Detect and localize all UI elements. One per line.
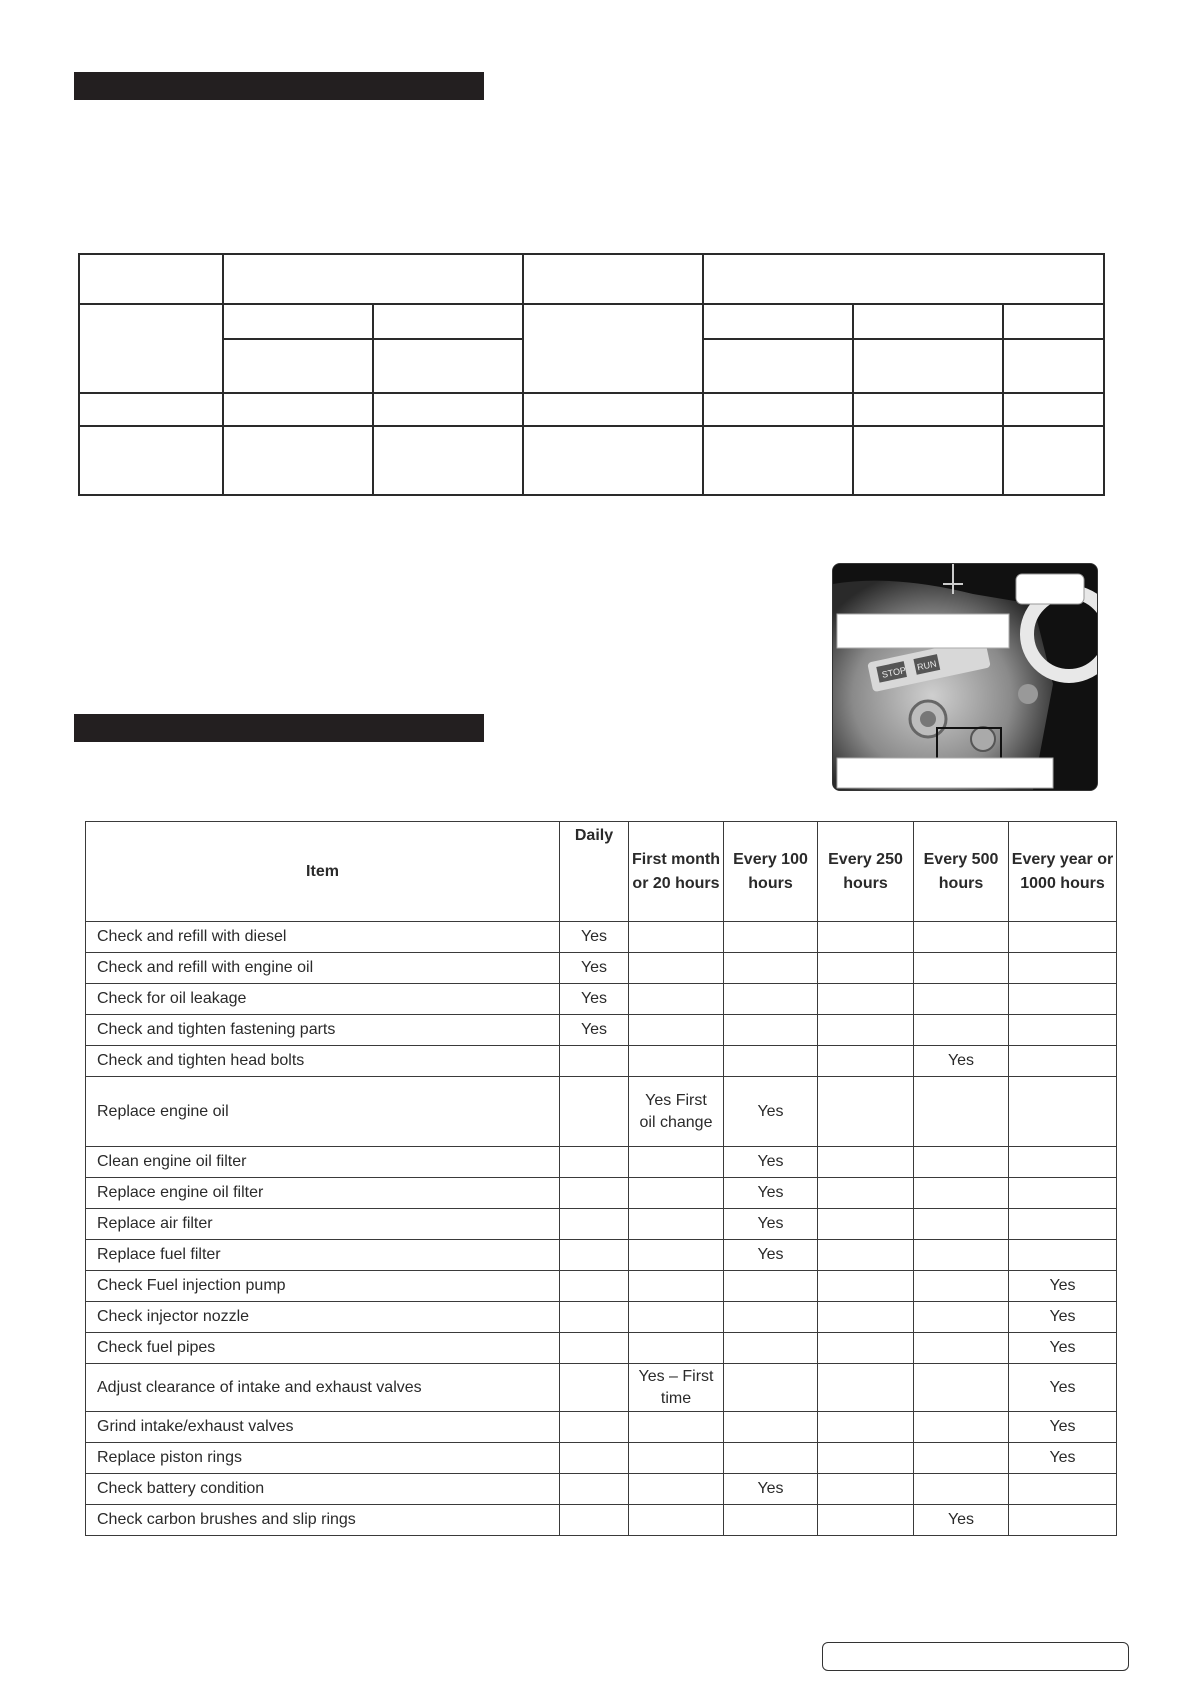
item-cell: Replace engine oil	[86, 1077, 560, 1147]
table-row	[86, 1333, 1117, 1364]
interval-cell-h500	[914, 1302, 1009, 1333]
table-row	[86, 1271, 1117, 1302]
specification-table	[78, 253, 1105, 496]
interval-cell-h500	[914, 984, 1009, 1015]
interval-cell-h250	[818, 1046, 914, 1077]
interval-cell-h500	[914, 1271, 1009, 1302]
interval-cell-h250	[818, 1271, 914, 1302]
interval-cell-daily	[560, 1147, 629, 1178]
interval-cell-h500	[914, 1015, 1009, 1046]
interval-cell-daily	[560, 1046, 629, 1077]
interval-cell-h100	[724, 1412, 818, 1443]
interval-cell-h500	[914, 1474, 1009, 1505]
interval-cell-first	[629, 984, 724, 1015]
table-header-row	[86, 822, 1117, 922]
interval-cell-daily	[560, 1505, 629, 1536]
table-row	[86, 922, 1117, 953]
interval-cell-h250	[818, 1240, 914, 1271]
table-row	[86, 984, 1117, 1015]
interval-cell-h500	[914, 1412, 1009, 1443]
interval-cell-h100	[724, 953, 818, 984]
item-cell: Check battery condition	[86, 1474, 560, 1505]
interval-cell-first	[629, 1302, 724, 1333]
interval-cell-daily	[560, 1412, 629, 1443]
item-cell: Check and refill with diesel	[86, 922, 560, 953]
maintenance-schedule-table	[85, 821, 1117, 1536]
interval-cell-h500	[914, 1209, 1009, 1240]
interval-cell-daily: Yes	[560, 922, 629, 953]
item-cell: Grind intake/exhaust valves	[86, 1412, 560, 1443]
header-every-250-hours: Every 250 hours	[818, 822, 914, 922]
table-row	[86, 1364, 1117, 1412]
interval-cell-year: Yes	[1009, 1302, 1117, 1333]
interval-cell-h100	[724, 1364, 818, 1412]
interval-cell-year	[1009, 953, 1117, 984]
item-cell: Check and tighten fastening parts	[86, 1015, 560, 1046]
interval-cell-h500	[914, 1077, 1009, 1147]
interval-cell-first	[629, 1412, 724, 1443]
table-row	[86, 1412, 1117, 1443]
interval-cell-year	[1009, 1240, 1117, 1271]
interval-cell-year	[1009, 1077, 1117, 1147]
interval-cell-h100	[724, 1015, 818, 1046]
maintenance-rows	[86, 922, 1117, 1536]
interval-cell-first	[629, 1015, 724, 1046]
interval-cell-year: Yes	[1009, 1333, 1117, 1364]
item-cell: Check fuel pipes	[86, 1333, 560, 1364]
interval-cell-h500	[914, 1364, 1009, 1412]
interval-cell-year	[1009, 1474, 1117, 1505]
table-row	[86, 1147, 1117, 1178]
interval-cell-h250	[818, 1412, 914, 1443]
interval-cell-h500	[914, 953, 1009, 984]
interval-cell-first	[629, 1271, 724, 1302]
interval-cell-h250	[818, 984, 914, 1015]
interval-cell-daily: Yes	[560, 984, 629, 1015]
control-panel-photo	[832, 563, 1098, 791]
interval-cell-daily	[560, 1443, 629, 1474]
item-cell: Check Fuel injection pump	[86, 1271, 560, 1302]
table-row	[86, 953, 1117, 984]
item-cell: Replace piston rings	[86, 1443, 560, 1474]
interval-cell-h100	[724, 1271, 818, 1302]
item-cell: Check and refill with engine oil	[86, 953, 560, 984]
interval-cell-daily	[560, 1077, 629, 1147]
interval-cell-year	[1009, 1209, 1117, 1240]
interval-cell-h250	[818, 1015, 914, 1046]
interval-cell-year: Yes	[1009, 1412, 1117, 1443]
header-item: Item	[86, 822, 560, 922]
table-row	[86, 1077, 1117, 1147]
table-row	[86, 1474, 1117, 1505]
interval-cell-h250	[818, 922, 914, 953]
interval-cell-h250	[818, 1147, 914, 1178]
table-row	[86, 1209, 1117, 1240]
interval-cell-h100: Yes	[724, 1147, 818, 1178]
item-cell: Check carbon brushes and slip rings	[86, 1505, 560, 1536]
interval-cell-h100	[724, 1302, 818, 1333]
interval-cell-h500	[914, 1333, 1009, 1364]
interval-cell-h500	[914, 1443, 1009, 1474]
interval-cell-daily	[560, 1364, 629, 1412]
interval-cell-daily	[560, 1333, 629, 1364]
interval-cell-h100: Yes	[724, 1077, 818, 1147]
interval-cell-year	[1009, 1147, 1117, 1178]
interval-cell-h250	[818, 953, 914, 984]
run-label: RUN	[916, 658, 938, 673]
item-cell: Replace fuel filter	[86, 1240, 560, 1271]
interval-cell-first	[629, 1240, 724, 1271]
table-row	[86, 1240, 1117, 1271]
interval-cell-h500	[914, 922, 1009, 953]
item-cell: Adjust clearance of intake and exhaust valves	[86, 1364, 560, 1412]
interval-cell-h250	[818, 1209, 914, 1240]
interval-cell-h100	[724, 1443, 818, 1474]
interval-cell-first	[629, 1505, 724, 1536]
interval-cell-h250	[818, 1443, 914, 1474]
item-cell: Check injector nozzle	[86, 1302, 560, 1333]
table-row	[86, 1443, 1117, 1474]
interval-cell-h250	[818, 1178, 914, 1209]
interval-cell-first	[629, 1178, 724, 1209]
item-cell: Replace air filter	[86, 1209, 560, 1240]
interval-cell-h250	[818, 1474, 914, 1505]
header-every-100-hours: Every 100 hours	[724, 822, 818, 922]
interval-cell-daily	[560, 1302, 629, 1333]
header-first-month: First month or 20 hours	[629, 822, 724, 922]
interval-cell-h100	[724, 1046, 818, 1077]
interval-cell-year: Yes	[1009, 1443, 1117, 1474]
section-heading-bar	[74, 72, 484, 100]
interval-cell-h500: Yes	[914, 1046, 1009, 1077]
section-heading-bar	[74, 714, 484, 742]
interval-cell-daily	[560, 1240, 629, 1271]
interval-cell-first	[629, 1147, 724, 1178]
header-daily: Daily	[560, 822, 629, 922]
interval-cell-first	[629, 1474, 724, 1505]
interval-cell-year	[1009, 922, 1117, 953]
page-number-box	[822, 1642, 1129, 1671]
interval-cell-first: Yes First oil change	[629, 1077, 724, 1147]
interval-cell-h100	[724, 1505, 818, 1536]
interval-cell-h500	[914, 1178, 1009, 1209]
table-row	[86, 1505, 1117, 1536]
interval-cell-year: Yes	[1009, 1271, 1117, 1302]
interval-cell-h250	[818, 1302, 914, 1333]
item-cell: Clean engine oil filter	[86, 1147, 560, 1178]
interval-cell-year	[1009, 984, 1117, 1015]
interval-cell-h100: Yes	[724, 1209, 818, 1240]
stop-label: STOP	[881, 665, 907, 680]
header-every-500-hours: Every 500 hours	[914, 822, 1009, 922]
interval-cell-daily	[560, 1474, 629, 1505]
item-cell: Check and tighten head bolts	[86, 1046, 560, 1077]
interval-cell-first	[629, 1443, 724, 1474]
table-row	[86, 1178, 1117, 1209]
table-row	[86, 1302, 1117, 1333]
item-cell: Check for oil leakage	[86, 984, 560, 1015]
interval-cell-h100: Yes	[724, 1474, 818, 1505]
interval-cell-h500	[914, 1147, 1009, 1178]
header-every-year: Every year or 1000 hours	[1009, 822, 1117, 922]
interval-cell-daily	[560, 1209, 629, 1240]
interval-cell-year	[1009, 1015, 1117, 1046]
interval-cell-h250	[818, 1077, 914, 1147]
interval-cell-first	[629, 953, 724, 984]
interval-cell-h500	[914, 1240, 1009, 1271]
interval-cell-h500: Yes	[914, 1505, 1009, 1536]
interval-cell-first	[629, 922, 724, 953]
interval-cell-h100: Yes	[724, 1178, 818, 1209]
interval-cell-first: Yes – First time	[629, 1364, 724, 1412]
interval-cell-year: Yes	[1009, 1364, 1117, 1412]
interval-cell-first	[629, 1046, 724, 1077]
item-cell: Replace engine oil filter	[86, 1178, 560, 1209]
interval-cell-daily	[560, 1271, 629, 1302]
interval-cell-daily: Yes	[560, 1015, 629, 1046]
interval-cell-h100	[724, 984, 818, 1015]
interval-cell-daily: Yes	[560, 953, 629, 984]
interval-cell-h250	[818, 1505, 914, 1536]
interval-cell-h100: Yes	[724, 1240, 818, 1271]
interval-cell-first	[629, 1333, 724, 1364]
table-row	[86, 1046, 1117, 1077]
interval-cell-h250	[818, 1364, 914, 1412]
interval-cell-h100	[724, 1333, 818, 1364]
interval-cell-year	[1009, 1046, 1117, 1077]
interval-cell-year	[1009, 1178, 1117, 1209]
table-row	[86, 1015, 1117, 1046]
interval-cell-year	[1009, 1505, 1117, 1536]
interval-cell-h250	[818, 1333, 914, 1364]
interval-cell-daily	[560, 1178, 629, 1209]
interval-cell-first	[629, 1209, 724, 1240]
interval-cell-h100	[724, 922, 818, 953]
